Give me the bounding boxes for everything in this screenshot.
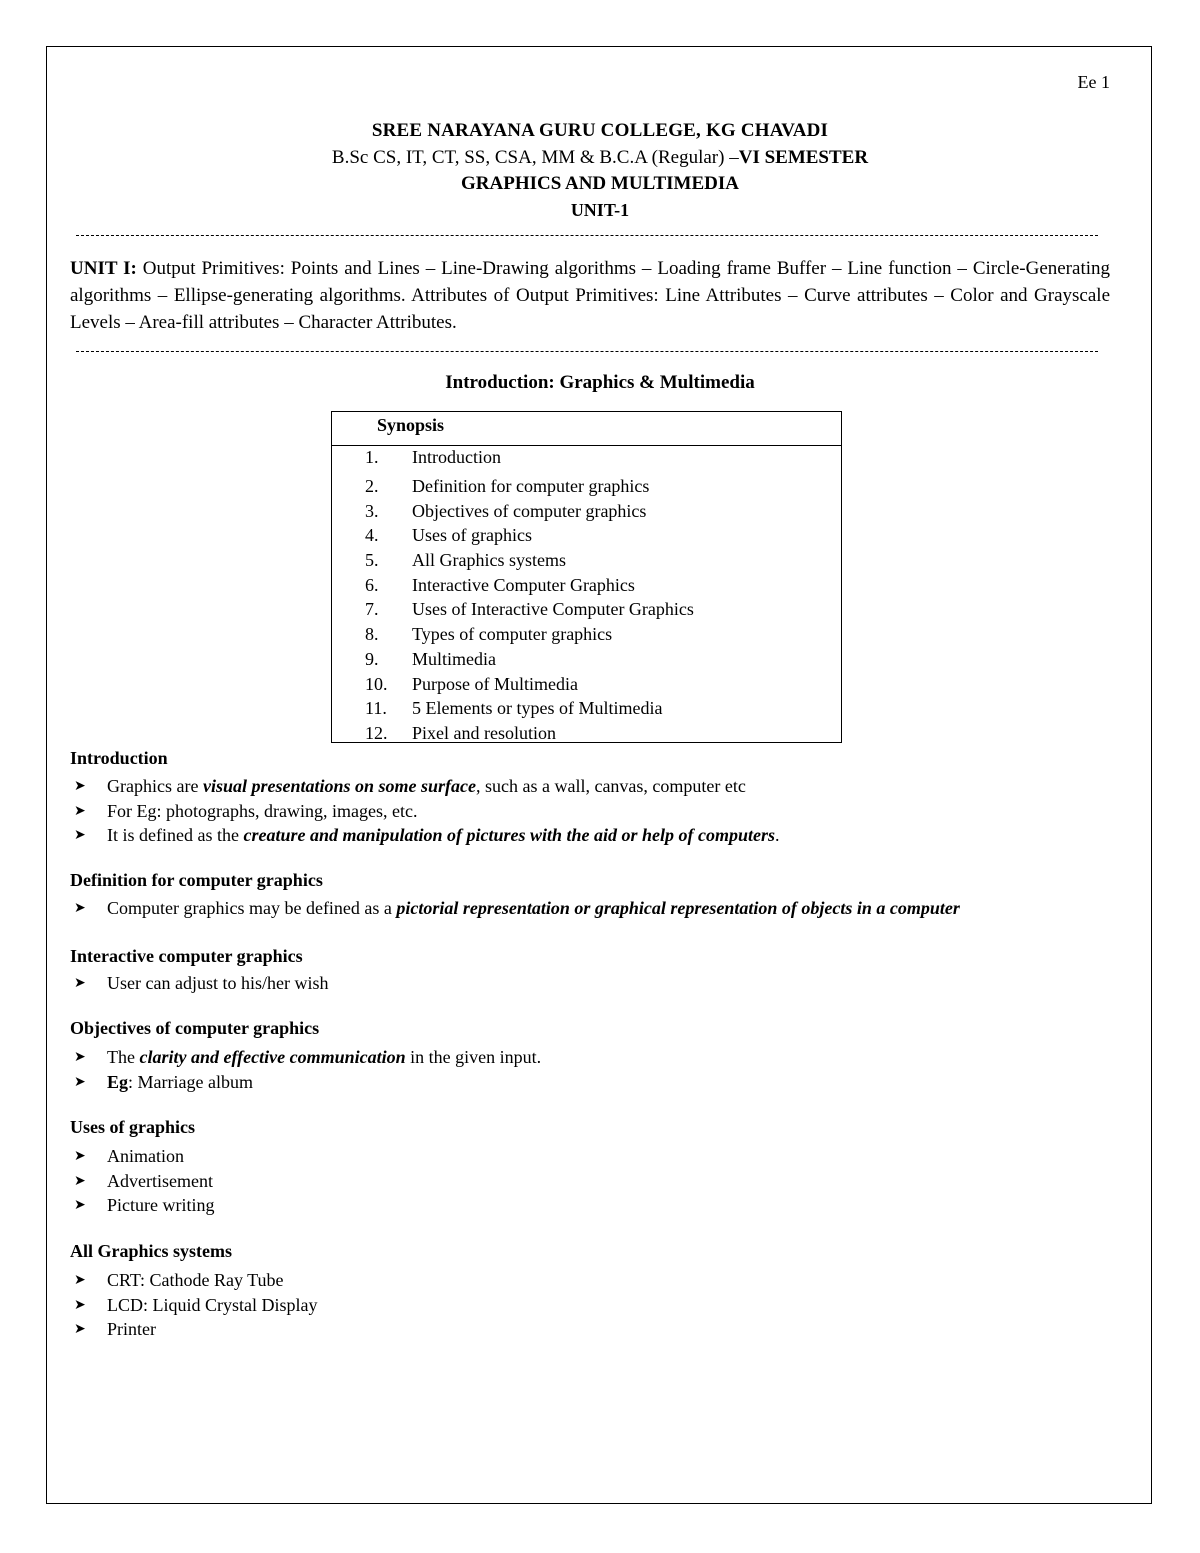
synopsis-heading: Synopsis xyxy=(332,412,841,446)
bullet-item xyxy=(70,1293,1110,1318)
synopsis-item xyxy=(332,721,841,746)
bullet-item xyxy=(70,1317,1110,1342)
item-number: 1. xyxy=(365,447,379,467)
synopsis-item xyxy=(332,597,841,622)
section-heading-systems: All Graphics systems xyxy=(70,1241,232,1261)
arrow-bullet-icon: ➤ xyxy=(74,1272,86,1288)
bullet-emphasis: pictorial representation or graphical representation of objects in a computer xyxy=(396,898,960,918)
arrow-bullet-icon: ➤ xyxy=(74,1148,86,1164)
introduction-title: Introduction: Graphics & Multimedia xyxy=(445,372,755,393)
arrow-bullet-icon: ➤ xyxy=(74,1073,86,1090)
bullet-text: LCD: Liquid Crystal Display xyxy=(107,1294,318,1315)
synopsis-list xyxy=(332,446,841,746)
item-number: 5. xyxy=(365,550,379,571)
page-number: Ee 1 xyxy=(1077,72,1110,92)
arrow-bullet-icon: ➤ xyxy=(74,778,86,794)
bullet-text: Computer graphics may be defined as a xyxy=(107,898,397,918)
section-heading-objectives: Objectives of computer graphics xyxy=(70,1018,320,1038)
section-heading-interactive: Interactive computer graphics xyxy=(70,946,303,966)
bullet-emphasis: creature and manipulation of pictures with the aid or help of computers xyxy=(243,825,776,846)
item-number: 9. xyxy=(365,648,379,669)
synopsis-table xyxy=(331,411,842,743)
item-text: 5 Elements or types of Multimedia xyxy=(412,698,663,719)
arrow-bullet-icon: ➤ xyxy=(74,1296,86,1313)
bullet-emphasis: clarity and effective communication xyxy=(139,1047,406,1067)
synopsis-item xyxy=(332,474,841,499)
bullet-text: CRT: Cathode Ray Tube xyxy=(107,1270,284,1290)
bullet-item xyxy=(70,971,1110,996)
arrow-bullet-icon: ➤ xyxy=(74,1321,86,1338)
section-heading-definition: Definition for computer graphics xyxy=(70,870,323,890)
item-text: Interactive Computer Graphics xyxy=(412,574,635,595)
syllabus-text: Output Primitives: Points and Lines – Line-Drawing algorithms – Loading frame Buffer – Line function – Circle-Generating algorithms – Ellipse-generating algorithms. Attributes of Output Primitives: Line Attributes – Curve attributes – Color and Grayscale Levels – Area-fill attributes – Character Attributes. xyxy=(70,258,1111,333)
uses-bullets xyxy=(70,1144,1110,1218)
unit-title: UNIT-1 xyxy=(570,200,630,220)
bullet-text: in the given input. xyxy=(405,1047,542,1067)
bullet-item xyxy=(70,1268,1110,1293)
item-number: 8. xyxy=(365,624,379,645)
item-number: 4. xyxy=(365,525,379,546)
systems-bullets xyxy=(70,1268,1110,1342)
item-text: Multimedia xyxy=(412,648,496,669)
arrow-bullet-icon: ➤ xyxy=(74,900,86,916)
bullet-text: , such as a wall, canvas, computer etc xyxy=(475,776,746,796)
divider-bottom xyxy=(76,351,1098,352)
synopsis-item xyxy=(332,647,841,672)
course-semester: VI SEMESTER xyxy=(738,147,869,168)
interactive-bullets xyxy=(70,971,1110,996)
bullet-text: . xyxy=(775,825,780,846)
bullet-item xyxy=(70,1144,1110,1169)
item-number: 2. xyxy=(365,476,379,496)
divider-top xyxy=(76,235,1098,236)
synopsis-item xyxy=(332,696,841,721)
item-text: Uses of graphics xyxy=(412,525,532,546)
arrow-bullet-icon: ➤ xyxy=(74,827,86,844)
unit-syllabus xyxy=(70,255,1110,336)
synopsis-item xyxy=(332,672,841,697)
bullet-emphasis: visual presentations on some surface xyxy=(202,776,476,796)
syllabus-label: UNIT I: xyxy=(70,258,137,279)
arrow-bullet-icon: ➤ xyxy=(74,1049,86,1065)
item-text: Introduction xyxy=(412,447,501,467)
bullet-item xyxy=(70,1169,1110,1194)
course-prefix: B.Sc CS, IT, CT, SS, CSA, MM & B.C.A (Regular) – xyxy=(331,147,739,168)
bullet-text: The xyxy=(107,1047,140,1067)
college-name: SREE NARAYANA GURU COLLEGE, KG CHAVADI xyxy=(371,120,829,141)
item-number: 10. xyxy=(365,673,388,694)
synopsis-item xyxy=(332,573,841,598)
bullet-item xyxy=(70,1070,1110,1095)
item-number: 6. xyxy=(365,574,379,595)
item-text: Pixel and resolution xyxy=(412,722,556,743)
arrow-bullet-icon: ➤ xyxy=(74,802,86,819)
section-heading-uses: Uses of graphics xyxy=(70,1117,195,1137)
synopsis-item xyxy=(332,446,841,474)
item-number: 7. xyxy=(365,599,379,620)
definition-bullets xyxy=(70,896,1070,921)
bullet-item xyxy=(70,1045,1110,1070)
bullet-text: Picture writing xyxy=(107,1195,215,1216)
item-text: All Graphics systems xyxy=(412,550,566,571)
item-number: 12. xyxy=(365,722,388,743)
bullet-text: Animation xyxy=(107,1146,184,1166)
subject-title: GRAPHICS AND MULTIMEDIA xyxy=(461,173,739,194)
bullet-text: User can adjust to his/her wish xyxy=(107,973,329,993)
arrow-bullet-icon: ➤ xyxy=(74,975,86,991)
item-number: 3. xyxy=(365,500,379,521)
item-text: Objectives of computer graphics xyxy=(412,500,647,521)
bullet-text: Graphics are xyxy=(107,776,203,796)
objectives-bullets xyxy=(70,1045,1110,1094)
item-text: Uses of Interactive Computer Graphics xyxy=(412,599,694,620)
synopsis-item xyxy=(332,548,841,573)
item-number: 11. xyxy=(365,698,387,719)
item-text: Purpose of Multimedia xyxy=(412,673,578,694)
bullet-item xyxy=(70,896,1070,921)
bullet-text: : Marriage album xyxy=(128,1071,253,1092)
synopsis-item xyxy=(332,499,841,524)
bullet-text: Advertisement xyxy=(107,1170,213,1191)
arrow-bullet-icon: ➤ xyxy=(74,1172,86,1189)
synopsis-item xyxy=(332,523,841,548)
bullet-item xyxy=(70,799,1110,824)
bullet-item xyxy=(70,1193,1110,1218)
section-heading-introduction: Introduction xyxy=(70,748,168,768)
bullet-item xyxy=(70,774,1110,799)
bullet-text: Printer xyxy=(107,1319,156,1340)
introduction-bullets xyxy=(70,774,1110,848)
course-line xyxy=(0,147,1200,169)
synopsis-item xyxy=(332,622,841,647)
item-text: Definition for computer graphics xyxy=(412,476,650,496)
bullet-text: It is defined as the xyxy=(107,825,244,846)
item-text: Types of computer graphics xyxy=(412,624,613,645)
bullet-text: For Eg: photographs, drawing, images, etc. xyxy=(107,800,418,821)
bullet-label: Eg xyxy=(107,1071,129,1092)
bullet-item xyxy=(70,823,1110,848)
arrow-bullet-icon: ➤ xyxy=(74,1197,86,1214)
